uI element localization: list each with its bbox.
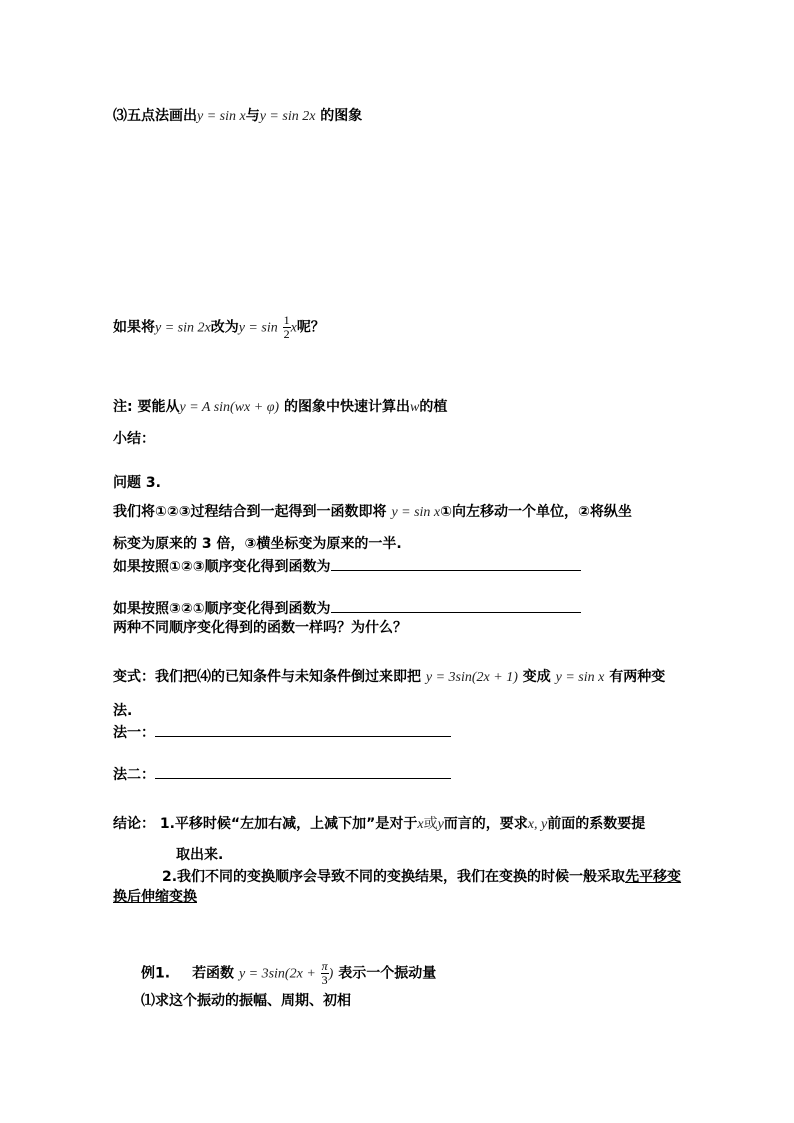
formula: y: [437, 817, 444, 832]
underlined-text: 先平移变: [625, 869, 682, 885]
variant-line1: [113, 668, 665, 687]
text: 要能从: [132, 399, 180, 415]
formula: y = sin 2x: [259, 109, 316, 124]
conclusion-line2: [162, 868, 681, 886]
numerator: π: [321, 959, 328, 973]
method-one: [113, 722, 451, 742]
answer-blank[interactable]: [155, 722, 451, 737]
example-1: [141, 960, 436, 987]
method-two: [113, 764, 451, 784]
text: 1.平移时候“左加右减，上减下加”是对于: [155, 816, 418, 832]
text: 的图象: [315, 108, 363, 124]
text: 法二：: [113, 767, 155, 783]
text: 五点法画出: [127, 108, 197, 124]
formula: x, y: [527, 817, 548, 832]
example-1-part-1: ⑴求这个振动的振幅、周期、初相: [141, 993, 351, 1009]
text: 改为: [210, 319, 239, 336]
conclusion-line2-cont: [113, 888, 197, 906]
denominator: 2: [283, 327, 290, 341]
text: 或: [423, 817, 438, 832]
question-3-line3: [113, 556, 581, 576]
text: 表示一个振动量: [333, 965, 437, 982]
formula: y = sin x: [197, 109, 246, 124]
question-3-line4: [113, 598, 581, 618]
text: 呢？: [296, 319, 325, 336]
item-3-five-point: [113, 107, 362, 126]
text: 前面的系数要提: [547, 816, 646, 832]
text: 变成: [517, 669, 556, 685]
formula: y = sin x: [391, 505, 441, 520]
note-line: [113, 398, 447, 417]
formula: y = sin 2x: [155, 320, 211, 336]
formula: y = 3sin(2x + 1): [425, 670, 518, 685]
text: 的图象中快速计算出: [279, 399, 410, 415]
text: 法一：: [113, 725, 155, 741]
answer-blank[interactable]: [331, 598, 581, 613]
formula: x: [417, 817, 424, 832]
formula: y = A sin(wx + φ): [179, 400, 280, 415]
formula: y = sin: [238, 320, 278, 336]
question-3-title: 问题 3.: [113, 475, 161, 491]
question-3-line2: 标变为原来的 3 倍，③横坐标变为原来的一半.: [113, 536, 402, 552]
text: 的植: [419, 399, 448, 415]
answer-blank[interactable]: [331, 556, 581, 571]
question-change-frequency: [113, 314, 325, 341]
denominator: 3: [321, 973, 328, 987]
text: 而言的，要求: [443, 816, 528, 832]
text: 如果按照③②①顺序变化得到函数为: [113, 601, 331, 617]
formula: y = sin x: [555, 670, 605, 685]
fraction-one-half: [283, 314, 291, 341]
text: ①向左移动一个单位，②将纵坐: [440, 504, 632, 520]
formula: w: [409, 400, 420, 415]
text: 2.我们不同的变换顺序会导致不同的变换结果，我们在变换的时候一般采取: [162, 869, 626, 885]
text: 有两种变: [604, 669, 666, 685]
formula: ): [328, 966, 334, 982]
summary-label: 小结：: [113, 431, 155, 447]
question-3-line1: [113, 503, 632, 522]
underlined-text: 换后伸缩变换: [113, 889, 197, 905]
text: 若函数: [192, 965, 239, 982]
text: 与: [245, 108, 260, 124]
text: 如果按照①②③顺序变化得到函数为: [113, 559, 331, 575]
text: 如果将: [113, 319, 155, 336]
formula: x: [290, 320, 297, 336]
conclusion-line1: [113, 815, 645, 834]
formula: y = 3sin(2x +: [238, 966, 316, 982]
text: 变式：我们把⑷的已知条件与未知条件倒过来即把: [113, 669, 426, 685]
conclusion-line1-cont: 取出来.: [176, 847, 224, 863]
question-3-line5: 两种不同顺序变化得到的函数一样吗？为什么？: [113, 620, 407, 636]
conclusion-label: 结论：: [113, 816, 155, 832]
answer-blank[interactable]: [155, 764, 451, 779]
example-label: 例1.: [141, 965, 171, 982]
item-number: ⑶: [113, 108, 127, 124]
numerator: 1: [283, 313, 290, 327]
variant-line2: 法.: [113, 703, 133, 719]
fraction-pi-over-3: [321, 960, 329, 987]
note-label: 注:: [113, 399, 133, 415]
text: 我们将①②③过程结合到一起得到一函数即将: [113, 504, 392, 520]
